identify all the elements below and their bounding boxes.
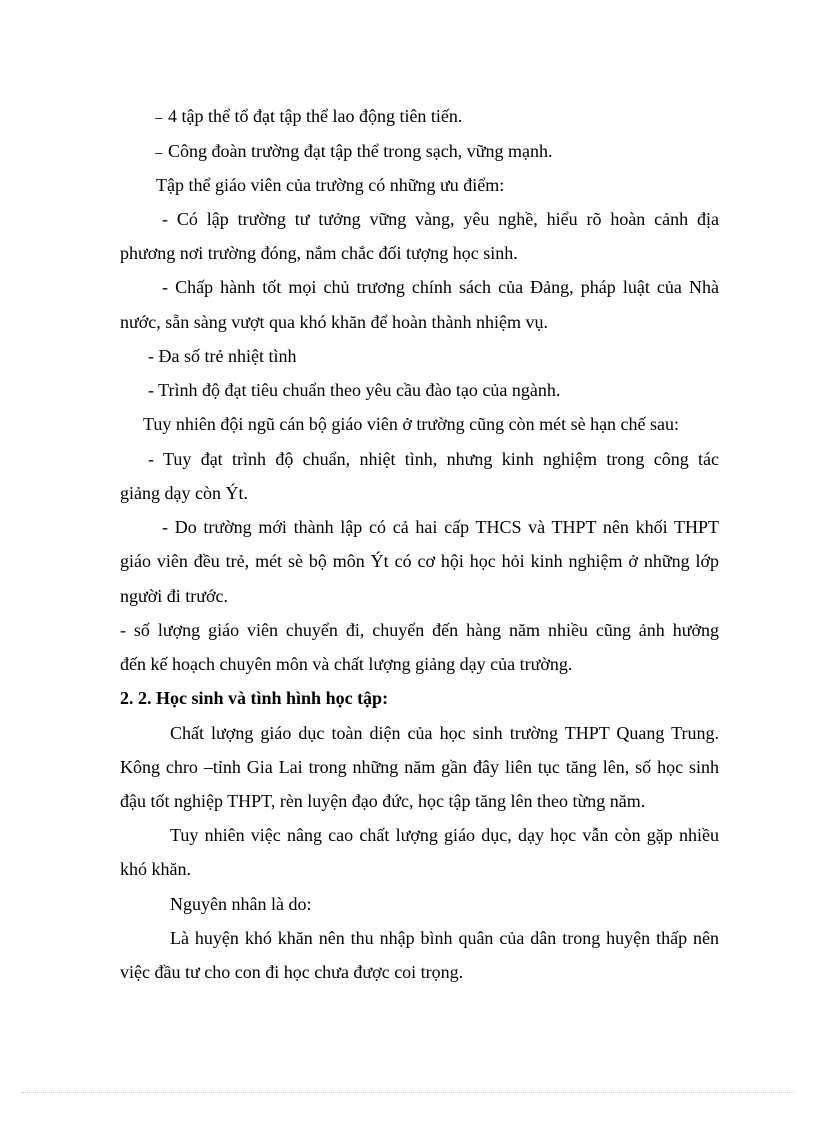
text-line: Chất lượng giáo dục toàn diện của học sinh trường THPT Quang Trung. [170,723,719,743]
text-line: - Đa số trẻ nhiệt tình [148,346,297,366]
text-line: Tuy nhiên đội ngũ cán bộ giáo viên ở trường cũng còn mét sè hạn chế sau: [143,414,680,434]
text-line: - số lượng giáo viên chuyển đi, chuyển đến hàng năm nhiều cũng ảnh hưởng [120,620,719,640]
section-heading: 2. 2. Học sinh và tình hình học tập: [120,688,389,708]
text-line: đậu tốt nghiệp THPT, rèn luyện đạo đức, học tập tăng lên theo từng năm. [120,791,646,811]
text-line: nước, sẵn sàng vượt qua khó khăn để hoàn thành nhiệm vụ. [120,312,548,332]
text-line: Tập thể giáo viên của trường có những ưu điểm: [156,175,505,195]
text-line: đến kế hoạch chuyên môn và chất lượng giảng dạy của trường. [120,654,573,674]
text-line: - Do trường mới thành lập có cả hai cấp THCS và THPT nên khối THPT [162,517,719,537]
text-line: - Trình độ đạt tiêu chuẩn theo yêu cầu đào tạo của ngành. [148,380,561,400]
text-line: Nguyên nhân là do: [170,894,312,914]
page-bottom-rule [22,1092,794,1093]
text-line: - Chấp hành tốt mọi chủ trương chính sách của Đảng, pháp luật của Nhà [162,277,719,297]
text-line: phương nơi trường đóng, nắm chắc đối tượng học sinh. [120,243,518,263]
text-line: Là huyện khó khăn nên thu nhập bình quân của dân trong huyện thấp nên [170,928,719,948]
text-line: khó khăn. [120,859,191,879]
text-line: giảng dạy còn Ýt. [120,483,248,503]
text-line: việc đầu tư cho con đi học chưa được coi trọng. [120,962,464,982]
text-line: - Có lập trường tư tưởng vững vàng, yêu nghề, hiểu rõ hoàn cảnh địa [162,209,719,229]
text-line: ₋ Công đoàn trường đạt tập thể trong sạch, vững mạnh. [154,141,553,161]
text-line: - Tuy đạt trình độ chuẩn, nhiệt tình, nhưng kinh nghiệm trong công tác [148,449,719,469]
text-line: người đi trước. [120,586,229,606]
text-line: ₋ 4 tập thể tổ đạt tập thể lao động tiên tiến. [154,106,463,126]
text-line: giáo viên đều trẻ, mét sè bộ môn Ýt có cơ hội học hỏi kinh nghiệm ở những lớp [120,551,719,571]
text-line: Tuy nhiên việc nâng cao chất lượng giáo dục, dạy học vẫn còn gặp nhiều [170,825,719,845]
text-line: Kông chro –tỉnh Gia Lai trong những năm gần đây liên tục tăng lên, số học sinh [120,757,719,777]
